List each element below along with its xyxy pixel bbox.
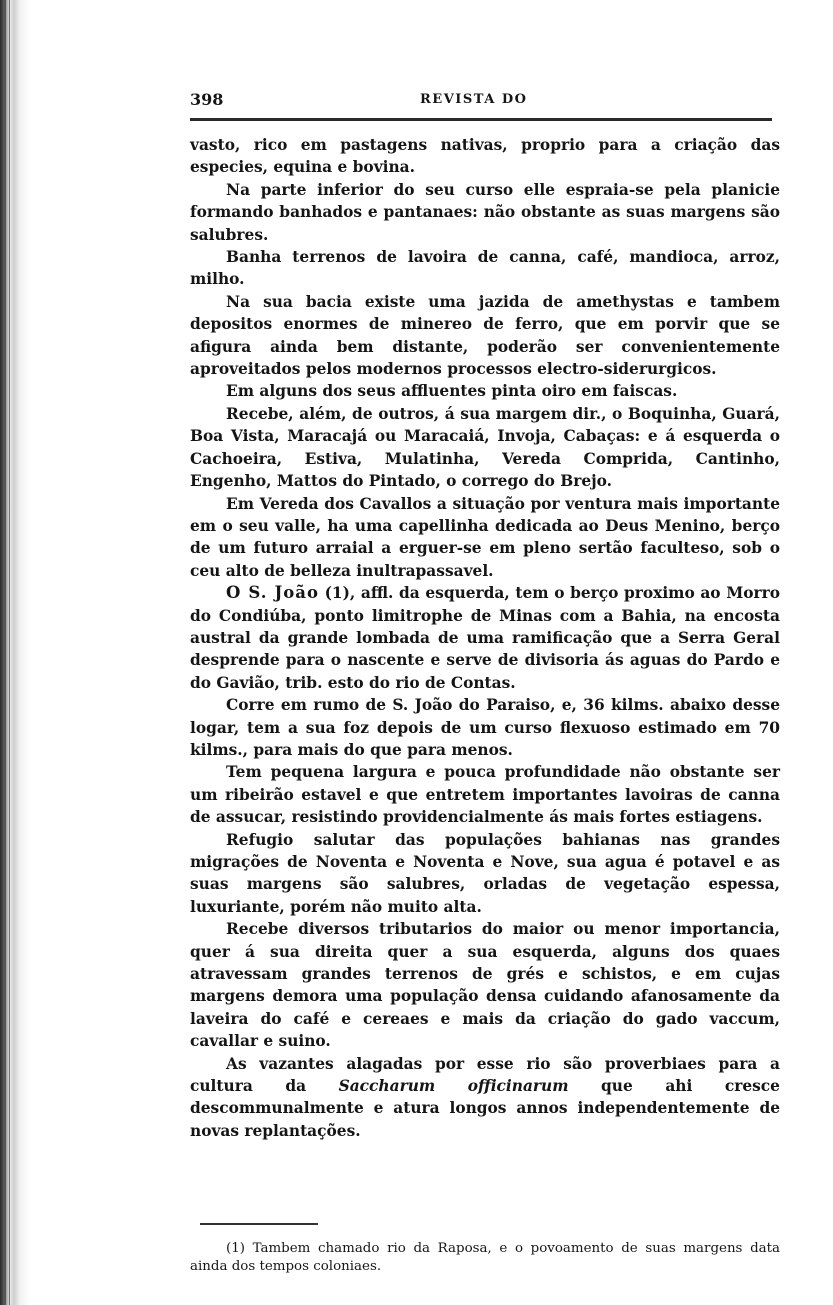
paragraph: Em Vereda dos Cavallos a situação por ventura mais importante em o seu valle, ha uma capellinha dedicada ao Deus Menino, berço de um futuro arraial a erguer-se em pleno sertão faculteso, sob o ceu alto de belleza inultrapassavel. (190, 494, 780, 580)
spine-edge-line (9, 0, 10, 1305)
paragraph: vasto, rico em pastagens nativas, proprio para a criação das especies, equina e bovina. (190, 136, 780, 177)
footnote-rule (200, 1223, 318, 1225)
latin-name: Saccharum officinarum (338, 1077, 569, 1096)
paragraph: Corre em rumo de S. João do Paraiso, e, 36 kilms. abaixo desse logar, tem a sua foz depois de um curso flexuoso estimado em 70 kilms., para mais do que para menos. (190, 696, 780, 759)
header-rule (190, 118, 772, 121)
paragraph: Banha terrenos de lavoira de canna, café, mandioca, arroz, milho. (190, 248, 780, 289)
river-name: O S. João (226, 583, 319, 603)
paragraph-text: (1), affl. da esquerda, tem o berço proximo ao Morro do Condiúba, ponto limitrophe de Minas com a Bahia, na encosta austral da grande lombada de uma ramificação que a Serra Geral desprende para o nascente e serve de divisoria ás aguas do Pardo e do Gavião, trib. esto do rio de Contas. (190, 584, 780, 692)
footnote (190, 1240, 780, 1276)
paragraph: Recebe diversos tributarios do maior ou menor importancia, quer á sua direita quer a sua esquerda, alguns dos quaes atravessam grandes terrenos de grés e schistos, e em cujas margens demora uma população densa cuidando afanosamente da laveira do café e cereaes e mais da criação do gado vaccum, cavallar e suino. (190, 920, 780, 1051)
page-number: 398 (190, 90, 224, 109)
paragraph: Tem pequena largura e pouca profundidade não obstante ser um ribeirão estavel e que entretem importantes lavoiras de canna de assucar, resistindo providencialmente ás mais fortes estiagens. (190, 763, 780, 827)
running-head: REVISTA DO (420, 92, 528, 107)
spine-edge-line (4, 0, 6, 1305)
paragraph: Na sua bacia existe uma jazida de amethystas e tambem depositos enormes de minereo de ferro, que em porvir que se afigura ainda bem distante, poderão ser convenientemente aproveitados pelos modernos processos electro-siderurgicos. (190, 292, 780, 379)
page-header (190, 88, 772, 112)
paragraph: Em alguns dos seus affluentes pinta oiro em faiscas. (226, 382, 678, 401)
paragraph-text: que ahi cresce descommunalmente e atura longos annos independentemente de novas replantações. (190, 1077, 780, 1140)
main-text (190, 134, 780, 1142)
paragraph: Refugio salutar das populações bahianas nas grandes migrações de Noventa e Noventa e Nove, sua agua é potavel e as suas margens são salubres, orladas de vegetação espessa, luxuriante, porém não muito alta. (190, 830, 780, 916)
paragraph: Na parte inferior do seu curso elle espraia-se pela planicie formando banhados e pantanaes: não obstante as suas margens são salubres. (190, 180, 780, 244)
paragraph: Recebe, além, de outros, á sua margem dir., o Boquinha, Guará, Boa Vista, Maracajá ou Maracaiá, Invoja, Cabaças: e á esquerda o Cachoeira, Estiva, Mulatinha, Vereda Comprida, Cantinho, Engenho, Mattos do Pintado, o corrego do Brejo. (190, 404, 780, 491)
footnote-text: (1) Tambem chamado rio da Raposa, e o povoamento de suas margens data ainda dos tempos coloniaes. (190, 1241, 780, 1274)
paragraph-text: As vazantes alagadas por esse rio são proverbiaes para a cultura da (190, 1054, 780, 1096)
paragraph (190, 582, 780, 694)
paragraph (190, 1053, 780, 1143)
